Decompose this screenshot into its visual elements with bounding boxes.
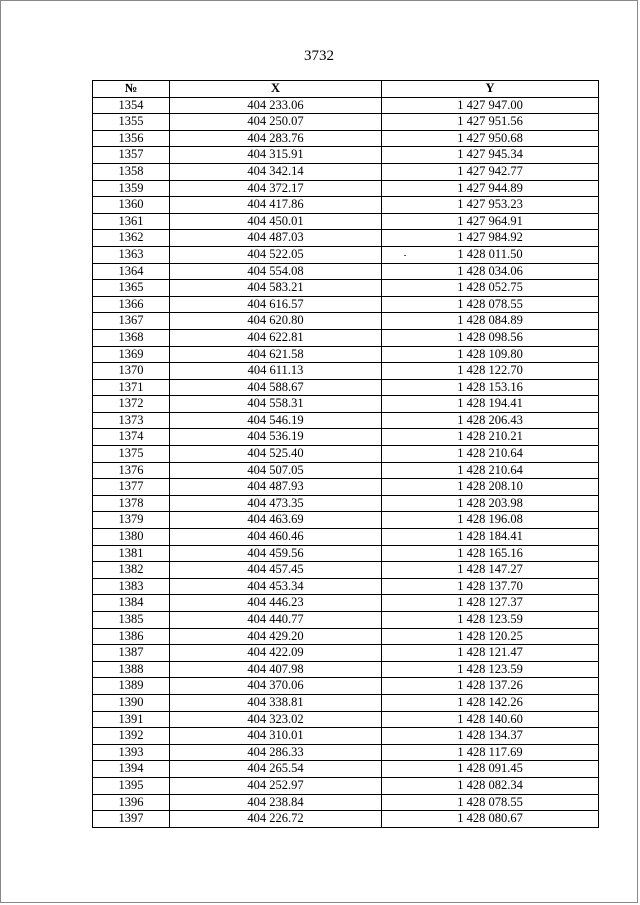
y-coordinate-cell: 1 428 122.70 <box>382 363 599 380</box>
x-coordinate-cell: 404 588.67 <box>170 379 382 396</box>
y-coordinate-cell: 1 428 080.67 <box>382 811 599 828</box>
table-row <box>93 529 599 546</box>
y-coordinate-cell: 1 428 147.27 <box>382 562 599 579</box>
table-row <box>93 694 599 711</box>
y-coordinate-cell: 1 427 942.77 <box>382 163 599 180</box>
y-coordinate-cell: 1 428 123.59 <box>382 612 599 629</box>
table-row <box>93 761 599 778</box>
x-coordinate-cell: 404 422.09 <box>170 645 382 662</box>
x-coordinate-cell: 404 487.03 <box>170 230 382 247</box>
table-row <box>93 147 599 164</box>
x-coordinate-cell: 404 446.23 <box>170 595 382 612</box>
table-row <box>93 379 599 396</box>
x-coordinate-cell: 404 457.45 <box>170 562 382 579</box>
y-coordinate-cell: 1 428 203.98 <box>382 495 599 512</box>
y-coordinate-cell: 1 427 953.23 <box>382 197 599 214</box>
point-number-cell: 1369 <box>93 346 170 363</box>
y-coordinate-cell: 1 428 142.26 <box>382 694 599 711</box>
point-number-cell: 1389 <box>93 678 170 695</box>
x-coordinate-cell: 404 372.17 <box>170 180 382 197</box>
x-coordinate-cell: 404 460.46 <box>170 529 382 546</box>
y-coordinate-cell: 1 427 964.91 <box>382 213 599 230</box>
y-coordinate-cell: 1 428 134.37 <box>382 728 599 745</box>
point-number-cell: 1387 <box>93 645 170 662</box>
y-coordinate-cell: 1 428 091.45 <box>382 761 599 778</box>
x-coordinate-cell: 404 522.05 <box>170 246 382 263</box>
table-row <box>93 329 599 346</box>
y-coordinate-cell: 1 428 137.70 <box>382 578 599 595</box>
table-row <box>93 446 599 463</box>
x-coordinate-cell: 404 616.57 <box>170 296 382 313</box>
x-coordinate-cell: 404 338.81 <box>170 694 382 711</box>
point-number-cell: 1380 <box>93 529 170 546</box>
point-number-cell: 1354 <box>93 97 170 114</box>
point-number-cell: 1384 <box>93 595 170 612</box>
table-row <box>93 628 599 645</box>
table-row <box>93 296 599 313</box>
table-row <box>93 180 599 197</box>
point-number-cell: 1372 <box>93 396 170 413</box>
y-coordinate-cell: 1 428 117.69 <box>382 744 599 761</box>
table-row <box>93 512 599 529</box>
point-number-cell: 1381 <box>93 545 170 562</box>
y-coordinate-cell: 1 428 140.60 <box>382 711 599 728</box>
x-coordinate-cell: 404 286.33 <box>170 744 382 761</box>
y-coordinate-cell: 1 428 184.41 <box>382 529 599 546</box>
y-coordinate-cell: 1 428 011.50 <box>382 246 599 263</box>
point-number-cell: 1361 <box>93 213 170 230</box>
y-coordinate-cell: 1 428 082.34 <box>382 777 599 794</box>
y-coordinate-cell: 1 428 123.59 <box>382 661 599 678</box>
y-coordinate-cell: 1 428 137.26 <box>382 678 599 695</box>
y-coordinate-cell: 1 428 194.41 <box>382 396 599 413</box>
table-row <box>93 711 599 728</box>
y-coordinate-cell: 1 427 944.89 <box>382 180 599 197</box>
table-row <box>93 280 599 297</box>
x-coordinate-cell: 404 583.21 <box>170 280 382 297</box>
point-number-cell: 1393 <box>93 744 170 761</box>
point-number-cell: 1373 <box>93 412 170 429</box>
table-row <box>93 412 599 429</box>
point-number-cell: 1386 <box>93 628 170 645</box>
point-number-cell: 1382 <box>93 562 170 579</box>
point-number-cell: 1377 <box>93 479 170 496</box>
point-number-cell: 1375 <box>93 446 170 463</box>
table-row <box>93 346 599 363</box>
point-number-cell: 1378 <box>93 495 170 512</box>
table-row <box>93 230 599 247</box>
table-row <box>93 197 599 214</box>
x-coordinate-cell: 404 342.14 <box>170 163 382 180</box>
x-coordinate-cell: 404 620.80 <box>170 313 382 330</box>
y-coordinate-cell: 1 427 984.92 <box>382 230 599 247</box>
x-coordinate-cell: 404 265.54 <box>170 761 382 778</box>
point-number-cell: 1385 <box>93 612 170 629</box>
table-row <box>93 495 599 512</box>
x-coordinate-cell: 404 250.07 <box>170 114 382 131</box>
x-coordinate-cell: 404 554.08 <box>170 263 382 280</box>
point-number-cell: 1370 <box>93 363 170 380</box>
table-row <box>93 612 599 629</box>
table-row <box>93 130 599 147</box>
table-body <box>93 97 599 827</box>
y-coordinate-cell: 1 428 109.80 <box>382 346 599 363</box>
table-row <box>93 595 599 612</box>
y-coordinate-cell: 1 428 206.43 <box>382 412 599 429</box>
table-row <box>93 213 599 230</box>
x-coordinate-cell: 404 233.06 <box>170 97 382 114</box>
y-coordinate-cell: 1 427 947.00 <box>382 97 599 114</box>
x-coordinate-cell: 404 450.01 <box>170 213 382 230</box>
x-coordinate-cell: 404 238.84 <box>170 794 382 811</box>
y-coordinate-cell: 1 428 165.16 <box>382 545 599 562</box>
point-number-cell: 1383 <box>93 578 170 595</box>
point-number-cell: 1356 <box>93 130 170 147</box>
x-coordinate-cell: 404 252.97 <box>170 777 382 794</box>
point-number-cell: 1374 <box>93 429 170 446</box>
x-coordinate-cell: 404 323.02 <box>170 711 382 728</box>
x-coordinate-cell: 404 226.72 <box>170 811 382 828</box>
x-coordinate-cell: 404 370.06 <box>170 678 382 695</box>
x-coordinate-cell: 404 536.19 <box>170 429 382 446</box>
point-number-cell: 1376 <box>93 462 170 479</box>
point-number-cell: 1394 <box>93 761 170 778</box>
y-coordinate-cell: 1 428 084.89 <box>382 313 599 330</box>
y-coordinate-cell: 1 428 196.08 <box>382 512 599 529</box>
table-row <box>93 246 599 263</box>
x-coordinate-cell: 404 487.93 <box>170 479 382 496</box>
point-number-cell: 1362 <box>93 230 170 247</box>
x-coordinate-cell: 404 463.69 <box>170 512 382 529</box>
point-number-cell: 1396 <box>93 794 170 811</box>
x-coordinate-cell: 404 453.34 <box>170 578 382 595</box>
y-coordinate-cell: 1 428 052.75 <box>382 280 599 297</box>
y-coordinate-cell: 1 427 951.56 <box>382 114 599 131</box>
column-header-number: № <box>93 81 170 98</box>
point-number-cell: 1368 <box>93 329 170 346</box>
y-coordinate-cell: 1 428 078.55 <box>382 794 599 811</box>
x-coordinate-cell: 404 525.40 <box>170 446 382 463</box>
table-row <box>93 811 599 828</box>
y-coordinate-cell: 1 428 121.47 <box>382 645 599 662</box>
point-number-cell: 1397 <box>93 811 170 828</box>
table-row <box>93 645 599 662</box>
x-coordinate-cell: 404 459.56 <box>170 545 382 562</box>
table-row <box>93 429 599 446</box>
table-row <box>93 578 599 595</box>
table-row <box>93 479 599 496</box>
x-coordinate-cell: 404 473.35 <box>170 495 382 512</box>
x-coordinate-cell: 404 622.81 <box>170 329 382 346</box>
x-coordinate-cell: 404 546.19 <box>170 412 382 429</box>
point-number-cell: 1364 <box>93 263 170 280</box>
point-number-cell: 1359 <box>93 180 170 197</box>
point-number-cell: 1358 <box>93 163 170 180</box>
point-number-cell: 1357 <box>93 147 170 164</box>
table-row <box>93 744 599 761</box>
y-coordinate-cell: 1 428 210.64 <box>382 462 599 479</box>
x-coordinate-cell: 404 310.01 <box>170 728 382 745</box>
table-row <box>93 97 599 114</box>
coordinates-table <box>92 80 599 828</box>
table-row <box>93 114 599 131</box>
x-coordinate-cell: 404 507.05 <box>170 462 382 479</box>
x-coordinate-cell: 404 407.98 <box>170 661 382 678</box>
point-number-cell: 1395 <box>93 777 170 794</box>
x-coordinate-cell: 404 611.13 <box>170 363 382 380</box>
table-row <box>93 462 599 479</box>
point-number-cell: 1379 <box>93 512 170 529</box>
table-row <box>93 562 599 579</box>
table-row <box>93 794 599 811</box>
y-coordinate-cell: 1 428 208.10 <box>382 479 599 496</box>
point-number-cell: 1392 <box>93 728 170 745</box>
column-header-x: X <box>170 81 382 98</box>
y-coordinate-cell: 1 428 078.55 <box>382 296 599 313</box>
y-coordinate-cell: 1 427 945.34 <box>382 147 599 164</box>
table-row <box>93 777 599 794</box>
point-number-cell: 1363 <box>93 246 170 263</box>
table-row <box>93 363 599 380</box>
point-number-cell: 1391 <box>93 711 170 728</box>
x-coordinate-cell: 404 283.76 <box>170 130 382 147</box>
y-coordinate-cell: 1 428 210.64 <box>382 446 599 463</box>
y-coordinate-cell: 1 427 950.68 <box>382 130 599 147</box>
table-row <box>93 678 599 695</box>
point-number-cell: 1367 <box>93 313 170 330</box>
y-coordinate-cell: 1 428 153.16 <box>382 379 599 396</box>
table-row <box>93 263 599 280</box>
x-coordinate-cell: 404 621.58 <box>170 346 382 363</box>
x-coordinate-cell: 404 429.20 <box>170 628 382 645</box>
y-coordinate-cell: 1 428 127.37 <box>382 595 599 612</box>
x-coordinate-cell: 404 558.31 <box>170 396 382 413</box>
point-number-cell: 1371 <box>93 379 170 396</box>
table-row <box>93 163 599 180</box>
y-coordinate-cell: 1 428 210.21 <box>382 429 599 446</box>
point-number-cell: 1388 <box>93 661 170 678</box>
y-coordinate-cell: 1 428 120.25 <box>382 628 599 645</box>
point-number-cell: 1390 <box>93 694 170 711</box>
y-coordinate-cell: 1 428 034.06 <box>382 263 599 280</box>
point-number-cell: 1355 <box>93 114 170 131</box>
point-number-cell: 1360 <box>93 197 170 214</box>
table-row <box>93 313 599 330</box>
x-coordinate-cell: 404 315.91 <box>170 147 382 164</box>
x-coordinate-cell: 404 440.77 <box>170 612 382 629</box>
column-header-y: Y <box>382 81 599 98</box>
page-number: 3732 <box>304 48 334 64</box>
point-number-cell: 1366 <box>93 296 170 313</box>
y-coordinate-cell: 1 428 098.56 <box>382 329 599 346</box>
point-number-cell: 1365 <box>93 280 170 297</box>
table-row <box>93 545 599 562</box>
table-row <box>93 728 599 745</box>
x-coordinate-cell: 404 417.86 <box>170 197 382 214</box>
table-header-row <box>93 81 599 98</box>
table-row <box>93 661 599 678</box>
table-row <box>93 396 599 413</box>
